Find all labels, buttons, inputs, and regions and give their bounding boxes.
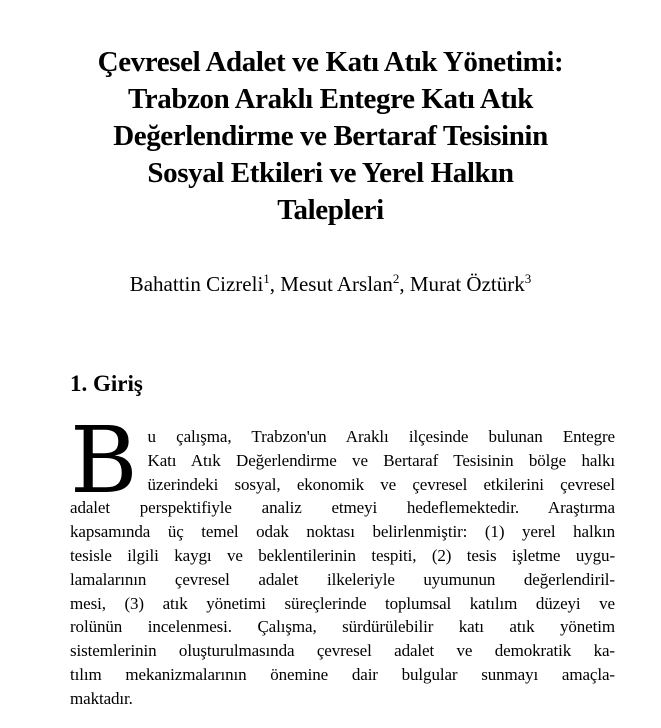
paragraph-line: mesi, (3) atık yönetimi süreçlerinde toplumsal katılım düzeyi ve bbox=[70, 593, 615, 613]
title-line: Talepleri bbox=[277, 194, 384, 226]
drop-cap: B bbox=[70, 407, 138, 514]
author-separator: , bbox=[399, 272, 410, 296]
section-heading-giris: 1. Giriş bbox=[70, 371, 143, 396]
title-line: Trabzon Araklı Entegre Katı Atık bbox=[127, 83, 534, 115]
author-name: Murat Öztürk bbox=[409, 272, 525, 296]
paragraph-line: adalet perspektifiyle analiz etmeyi hedeflemektedir. Araştırma bbox=[70, 498, 615, 518]
paragraph-line: tesisle ilgili kaygı ve beklentilerinin tespiti, (2) tesis işletme uygu- bbox=[70, 545, 615, 565]
paragraph-line: u çalışma, Trabzon'un Araklı ilçesinde bulunan Entegre bbox=[147, 427, 615, 446]
intro-paragraph bbox=[70, 407, 615, 711]
author-affiliation-superscript: 2 bbox=[392, 271, 400, 286]
author-name: Bahattin Cizreli bbox=[129, 272, 264, 296]
author-separator: , bbox=[269, 272, 281, 296]
author-name: Mesut Arslan bbox=[280, 272, 393, 296]
paragraph-line: üzerindeki sosyal, ekonomik ve çevresel etkilerini çevresel bbox=[147, 474, 615, 494]
paragraph-line: rolünün incelenmesi. Çalışma, sürdürülebilir katı atık yönetim bbox=[70, 617, 615, 637]
article-title bbox=[0, 0, 661, 229]
paragraph-line: kapsamında üç temel odak noktası belirlenmiştir: (1) yerel halkın bbox=[70, 522, 615, 542]
paragraph-line: Katı Atık Değerlendirme ve Bertaraf Tesisinin bölge halkı bbox=[147, 450, 615, 470]
author-affiliation-superscript: 1 bbox=[263, 271, 270, 286]
paragraph-line: tılım mekanizmalarının önemine dair bulgular sunmayı amaçla- bbox=[70, 664, 615, 684]
paragraph-line: lamalarının çevresel adalet ilkeleriyle uyumunun değerlendiril- bbox=[70, 569, 615, 589]
authors-line bbox=[0, 269, 661, 299]
paragraph-line: sistemlerinin oluşturulmasında çevresel adalet ve demokratik ka- bbox=[70, 641, 615, 661]
title-line: Çevresel Adalet ve Katı Atık Yönetimi: bbox=[97, 46, 564, 78]
title-line: Sosyal Etkileri ve Yerel Halkın bbox=[147, 157, 514, 189]
title-line: Değerlendirme ve Bertaraf Tesisinin bbox=[113, 120, 548, 152]
author-affiliation-superscript: 3 bbox=[524, 271, 532, 286]
paragraph-line: maktadır. bbox=[70, 688, 133, 708]
